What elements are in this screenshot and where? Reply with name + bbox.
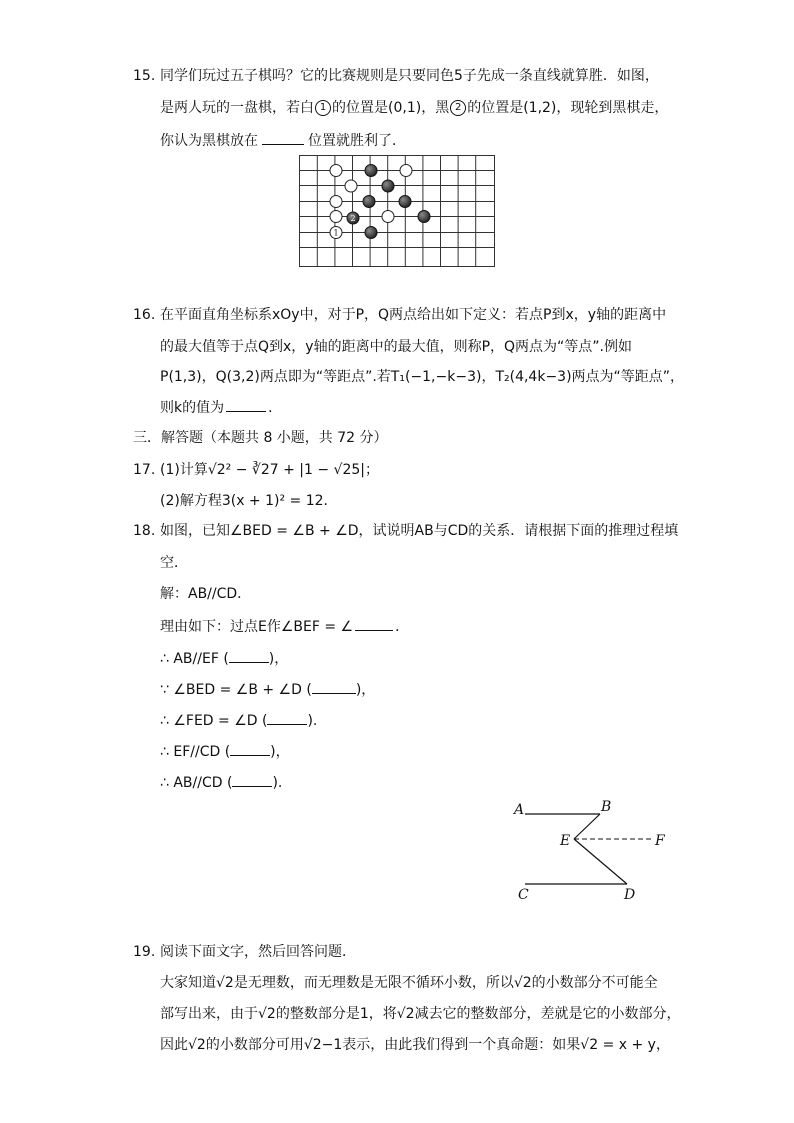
gomoku-board (299, 155, 495, 267)
label-F: F (655, 833, 665, 849)
q15-line3-b: 位置就胜利了． (308, 133, 406, 149)
q18-step2 (160, 679, 375, 700)
q15-line2-c: 的位置是(1,2)，现轮到黑棋走， (467, 100, 669, 116)
q18-step5 (160, 772, 282, 793)
q18-step3-blank[interactable] (267, 710, 307, 725)
q18-step2-blank[interactable] (312, 679, 356, 694)
q18-step3 (160, 710, 317, 731)
white-stone (330, 196, 342, 208)
q18-line4-a: 理由如下：过点E作∠BEF = ∠ (160, 619, 354, 635)
white-stone (400, 165, 412, 177)
section-3-heading: 三．解答题（本题共 8 小题，共 72 分） (133, 430, 388, 446)
black-stone-mark: 2 (450, 100, 466, 116)
q19-line1: 阅读下面文字，然后回答问题． (160, 944, 356, 960)
white-stone (330, 165, 342, 177)
q15-line2-b: 的位置是(0,1)，黑 (332, 100, 450, 116)
black-stone (382, 180, 394, 192)
parallel-lines-figure (505, 796, 680, 908)
black-stone (363, 196, 375, 208)
board-grid (299, 155, 495, 267)
q18-step4 (160, 741, 290, 762)
label-A: A (514, 802, 525, 818)
q17-line1: (1)计算√2² − ∛27 + |1 − √25|； (160, 462, 379, 478)
q18-step1 (160, 648, 288, 669)
q18-step4-b: )， (270, 744, 290, 760)
q16-line4 (160, 397, 282, 418)
q18-step5-a: ∴ AB//CD ( (160, 775, 233, 791)
q19-line2: 大家知道√2是无理数，而无理数是无限不循环小数，所以√2的小数部分不可能全 (160, 975, 658, 991)
q18-step3-a: ∴ ∠FED = ∠D ( (160, 713, 268, 729)
q18-step2-b: )， (355, 682, 376, 698)
q16-line4-a: 则k的值为 (160, 400, 225, 416)
q18-step5-blank[interactable] (232, 772, 272, 787)
q15-line3-a: 你认为黑棋放在 (160, 133, 258, 149)
q18-step1-blank[interactable] (229, 648, 269, 663)
black-stone (365, 227, 377, 239)
q17-line2: (2)解方程3(x + 1)² = 12． (160, 493, 338, 509)
label-E: E (560, 833, 571, 849)
q18-step3-b: ). (307, 713, 318, 729)
q19-line4: 因此√2的小数部分可用√2−1表示，由此我们得到一个真命题：如果√2 = x + y， (160, 1037, 670, 1053)
q18-line1: 如图，已知∠BED = ∠B + ∠D，试说明AB与CD的关系．请根据下面的推理过程填 (160, 523, 679, 539)
black-stone (365, 165, 377, 177)
q15-number: 15. (133, 68, 156, 84)
stone-label-2: 2 (350, 214, 356, 223)
q18-line4-b: ． (395, 619, 410, 635)
q18-line4 (160, 616, 409, 637)
q18-step5-b: ). (272, 775, 283, 791)
q18-step1-a: ∴ AB//EF ( (160, 651, 229, 667)
q16-line3: P(1,3)，Q(3,2)两点即为“等距点”.若T₁(−1,−k−3)，T₂(4,4k−3)两点为“等距点”， (160, 369, 685, 385)
white-stone (330, 211, 342, 223)
label-C: C (518, 887, 529, 903)
q15-line2-a: 是两人玩的一盘棋，若白 (160, 100, 314, 116)
white-stone (345, 180, 357, 192)
black-stone (399, 196, 411, 208)
q16-number: 16. (133, 307, 156, 323)
q18-line2: 空． (160, 555, 188, 571)
q18-step4-blank[interactable] (230, 741, 270, 756)
q16-line4-b: ． (268, 400, 283, 416)
q19-number: 19. (133, 944, 156, 960)
q15-answer-blank[interactable] (262, 130, 304, 145)
white-stone (382, 211, 394, 223)
q15-line1: 同学们玩过五子棋吗？它的比赛规则是只要同色5子先成一条直线就算胜．如图， (160, 68, 659, 84)
q18-step1-b: )， (268, 651, 289, 667)
q18-number: 18. (133, 523, 156, 539)
q16-answer-blank[interactable] (226, 397, 266, 412)
label-D: D (624, 887, 636, 903)
q18-step4-a: ∴ EF//CD ( (160, 744, 231, 760)
q18-line3: 解：AB//CD． (160, 586, 252, 602)
q19-line3: 部写出来，由于√2的整数部分是1，将√2减去它的整数部分，差就是它的小数部分， (160, 1006, 681, 1022)
q16-line1: 在平面直角坐标系xOy中，对于P，Q两点给出如下定义：若点P到x，y轴的距离中 (160, 307, 667, 323)
label-B: B (601, 799, 612, 815)
black-stone (418, 211, 430, 223)
white-stone-mark: 1 (315, 100, 331, 116)
stone-label-1: 1 (333, 228, 339, 238)
q15-line2 (160, 98, 668, 118)
q16-line2: 的最大值等于点Q到x，y轴的距离中的最大值，则称P，Q两点为“等点”.例如 (160, 339, 633, 355)
segment-ED (574, 839, 627, 884)
q15-line3 (160, 130, 406, 151)
segment-BE (574, 814, 600, 839)
q18-step2-a: ∵ ∠BED = ∠B + ∠D ( (160, 682, 312, 698)
q18-angle-blank[interactable] (355, 616, 393, 631)
q17-number: 17. (133, 462, 156, 478)
